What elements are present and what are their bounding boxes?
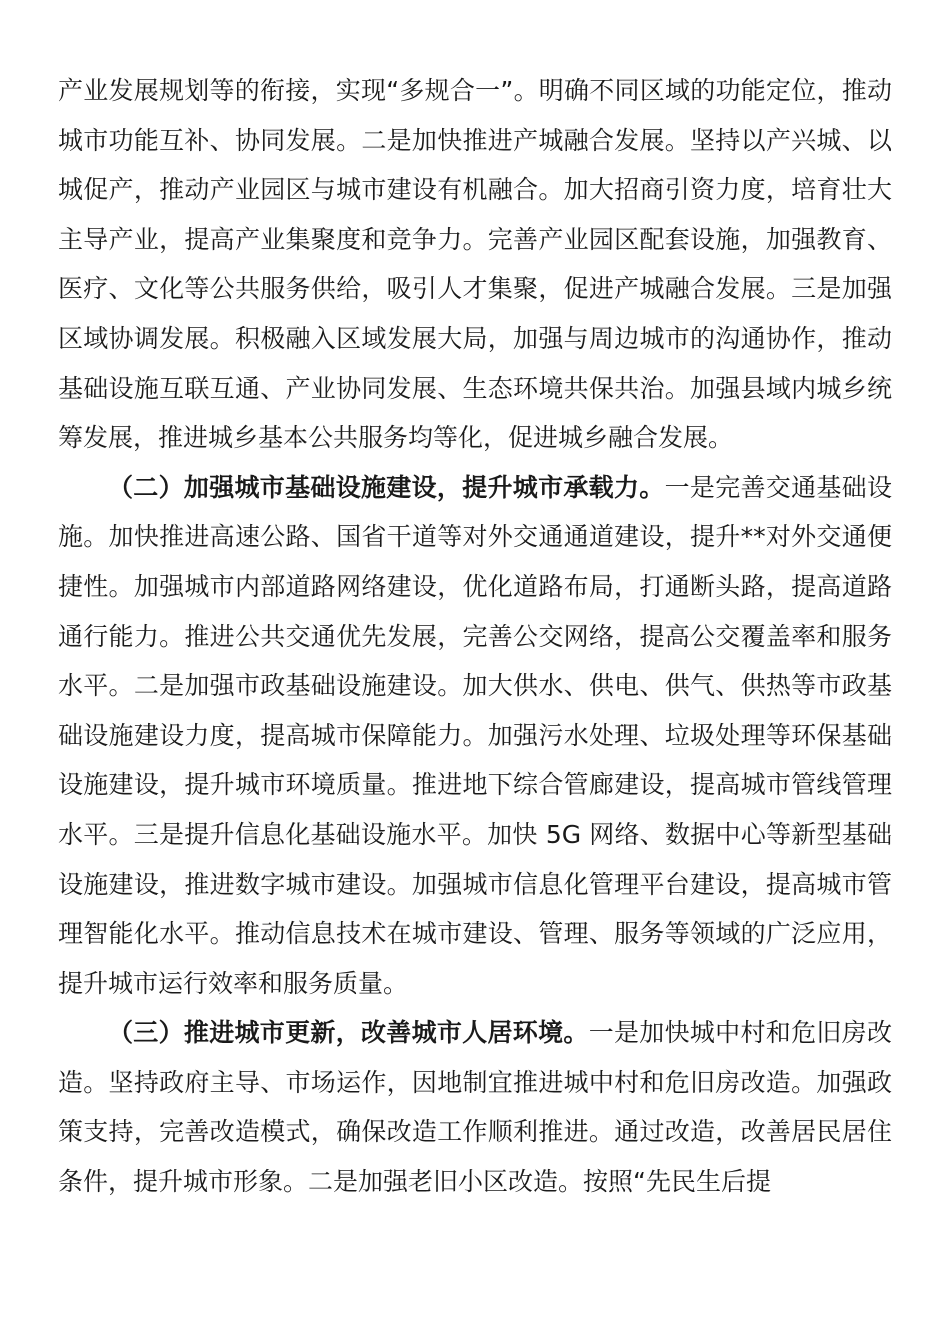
paragraph-section-three (58, 1008, 892, 1206)
paragraph-text: 一是完善交通基础设施。加快推进高速公路、国省干道等对外交通通道建设，提升**对外交通便捷性。加强城市内部道路网络建设，优化道路布局，打通断头路，提高道路通行能力。推进公共交通优先发展，完善公交网络，提高公交覆盖率和服务水平。二是加强市政基础设施建设。加大供水、供电、供气、供热等市政基础设施建设力度，提高城市保障能力。加强污水处理、垃圾处理等环保基础设施建设，提升城市环境质量。推进地下综合管廊建设，提高城市管线管理水平。三是提升信息化基础设施水平。加快 5G 网络、数据中心等新型基础设施建设，推进数字城市建设。加强城市信息化管理平台建设，提高城市管理智能化水平。推动信息技术在城市建设、管理、服务等领域的广泛应用，提升城市运行效率和服务质量。 (58, 472, 892, 998)
document-page (58, 66, 892, 1207)
paragraph-continuation (58, 66, 892, 463)
section-heading: （三）推进城市更新，改善城市人居环境。 (108, 1018, 589, 1048)
paragraph-text: 一是加快城中村和危旧房改造。坚持政府主导、市场运作，因地制宜推进城中村和危旧房改造。加强政策支持，完善改造模式，确保改造工作顺利推进。通过改造，改善居民居住条件，提升城市形象。二是加强老旧小区改造。按照“先民生后提 (58, 1018, 892, 1197)
section-heading: （二）加强城市基础设施建设，提升城市承载力。 (108, 472, 665, 502)
paragraph-text: 产业发展规划等的衔接，实现“多规合一”。明确不同区域的功能定位，推动城市功能互补、协同发展。二是加快推进产城融合发展。坚持以产兴城、以城促产，推动产业园区与城市建设有机融合。加大招商引资力度，培育壮大主导产业，提高产业集聚度和竞争力。完善产业园区配套设施，加强教育、医疗、文化等公共服务供给，吸引人才集聚，促进产城融合发展。三是加强区域协调发展。积极融入区域发展大局，加强与周边城市的沟通协作，推动基础设施互联互通、产业协同发展、生态环境共保共治。加强县域内城乡统筹发展，推进城乡基本公共服务均等化，促进城乡融合发展。 (58, 76, 892, 453)
paragraph-section-two (58, 463, 892, 1009)
